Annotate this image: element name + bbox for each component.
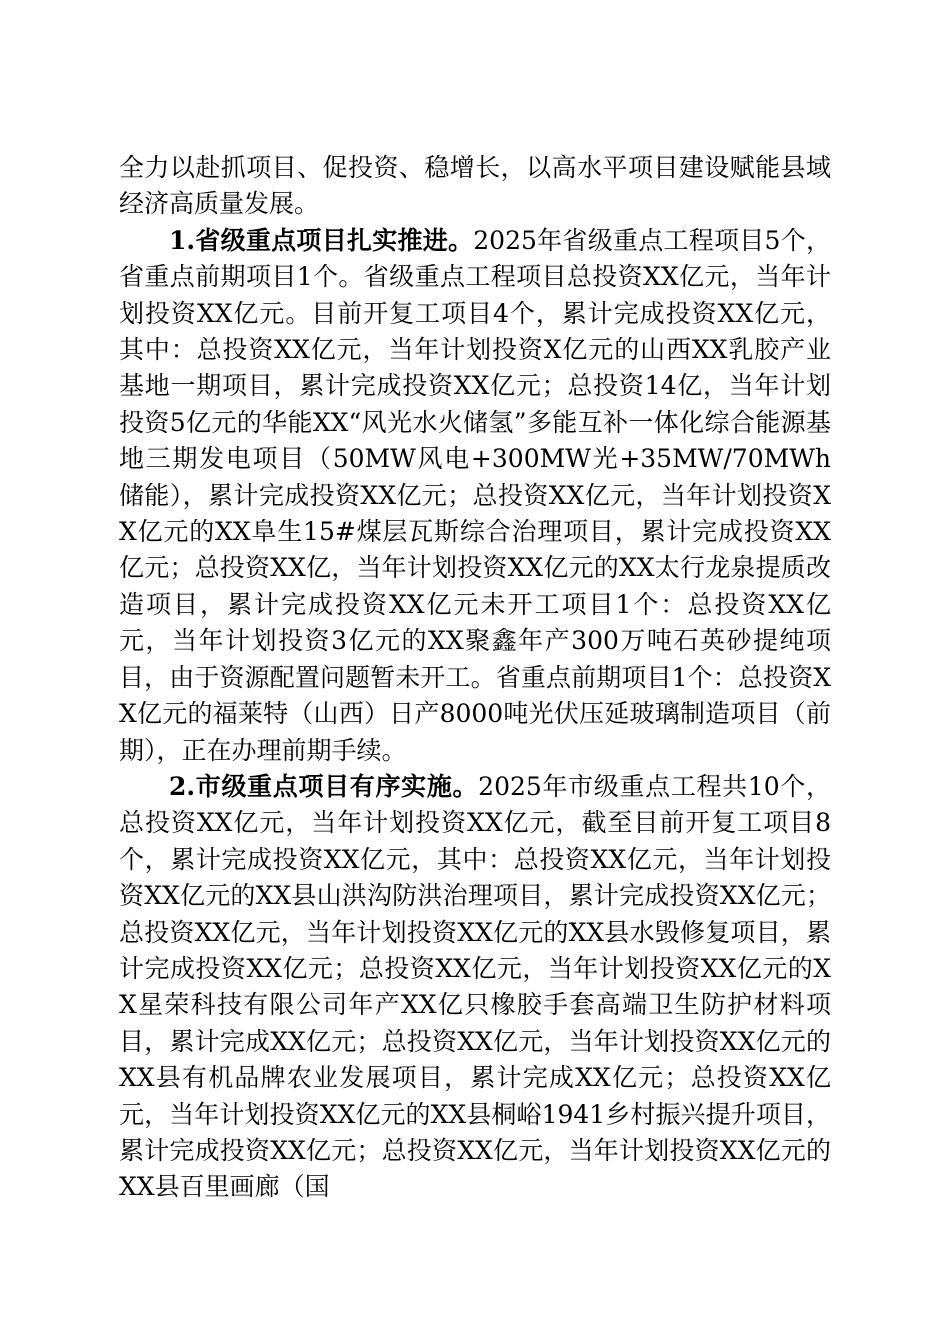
- paragraph-heading: 2.市级重点项目有序实施。: [169, 771, 479, 801]
- paragraph-text: 2025年市级重点工程共10个，总投资XX亿元，当年计划投资XX亿元，截至目前开复工项目8个，累计完成投资XX亿元，其中：总投资XX亿元，当年计划投资XX亿元的XX县山洪沟防洪治理项目，累计完成投资XX亿元；总投资XX亿元，当年计划投资XX亿元的XX县水毁修复项目，累计完成投资XX亿元；总投资XX亿元，当年计划投资XX亿元的XX星荣科技有限公司年产XX亿只橡胶手套高端卫生防护材料项目，累计完成XX亿元；总投资XX亿元，当年计划投资XX亿元的XX县有机品牌农业发展项目，累计完成XX亿元；总投资XX亿元，当年计划投资XX亿元的XX县桐峪1941乡村振兴提升项目，累计完成投资XX亿元；总投资XX亿元，当年计划投资XX亿元的XX县百里画廊（国: [119, 771, 831, 1202]
- paragraph-text: 2025年省级重点工程项目5个，省重点前期项目1个。省级重点工程项目总投资XX亿元，当年计划投资XX亿元。目前开复工项目4个，累计完成投资XX亿元，其中：总投资XX亿元，当年计划投资X亿元的山西XX乳胶产业基地一期项目，累计完成投资XX亿元；总投资14亿，当年计划投资5亿元的华能XX“风光水火储氢”多能互补一体化综合能源基地三期发电项目（50MW风电+300MW光+35MW/70MWh储能），累计完成投资XX亿元；总投资XX亿元，当年计划投资XX亿元的XX阜生15#煤层瓦斯综合治理项目，累计完成投资XX亿元；总投资XX亿，当年计划投资XX亿元的XX太行龙泉提质改造项目，累计完成投资XX亿元未开工项目1个：总投资XX亿元，当年计划投资3亿元的XX聚鑫年产300万吨石英砂提纯项目，由于资源配置问题暂未开工。省重点前期项目1个：总投资XX亿元的福莱特（山西）日产8000吨光伏压延玻璃制造项目（前期），正在办理前期手续。: [119, 225, 831, 765]
- paragraph-heading: 1.省级重点项目扎实推进。: [169, 225, 474, 255]
- paragraph-municipal-projects: [119, 769, 831, 1206]
- paragraph-provincial-projects: [119, 223, 831, 769]
- paragraph-text: 全力以赴抓项目、促投资、稳增长，以高水平项目建设赋能县域经济高质量发展。: [119, 153, 831, 219]
- document-page: [119, 150, 831, 1206]
- paragraph-intro: [119, 150, 831, 223]
